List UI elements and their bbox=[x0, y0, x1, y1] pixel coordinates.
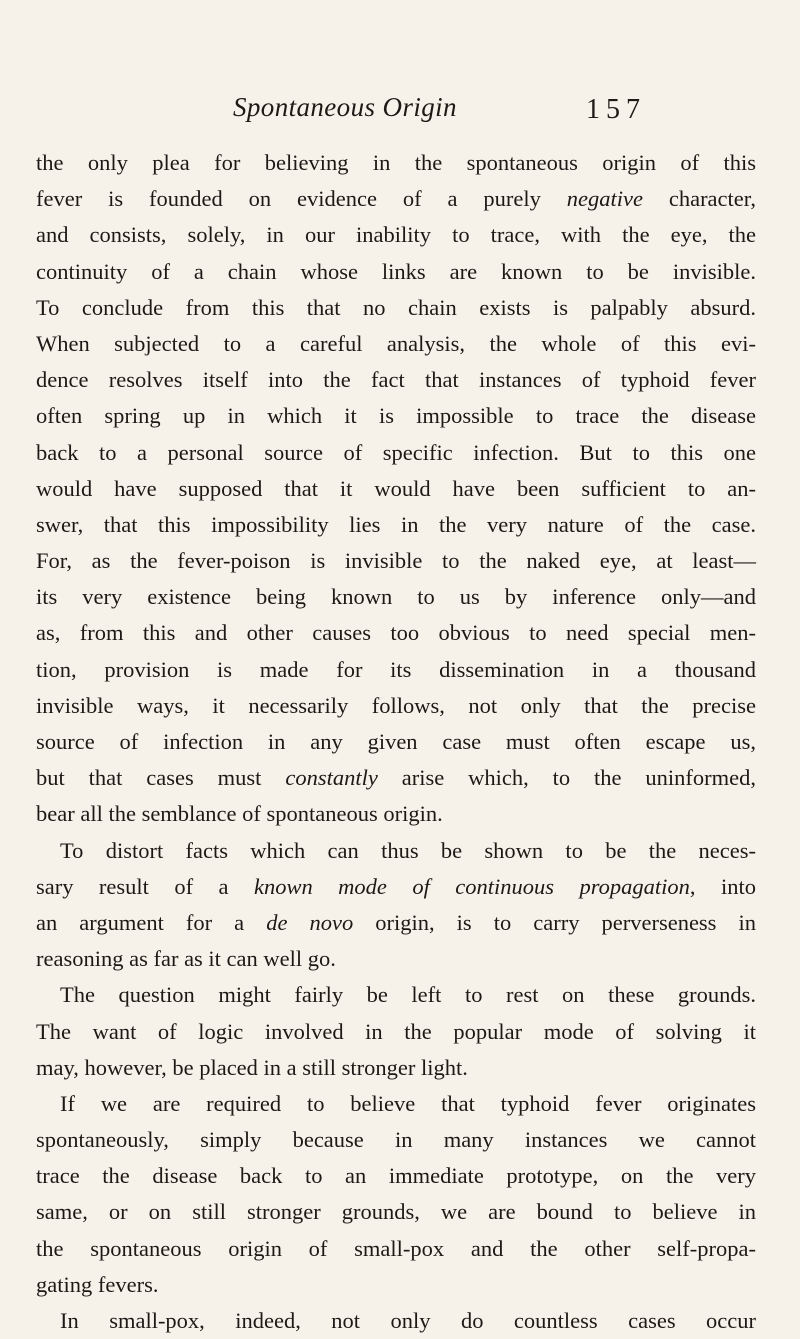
text-segment: dence resolves itself into the fact that instances of typhoid fever bbox=[36, 367, 756, 393]
text-segment: invisible ways, it necessarily follows, not only that the precise bbox=[36, 692, 756, 718]
text-line bbox=[36, 652, 756, 688]
text-line bbox=[36, 724, 756, 760]
text-segment: If we are required to believe that typhoid fever originates bbox=[60, 1090, 756, 1116]
text-segment: In small-pox, indeed, not only do countless cases occur bbox=[60, 1308, 756, 1333]
text-segment: and consists, solely, in our inability to trace, with the eye, the bbox=[36, 222, 756, 248]
text-line bbox=[36, 905, 756, 941]
text-segment: an argument for a bbox=[36, 909, 267, 935]
text-line bbox=[36, 362, 756, 398]
text-segment: same, or on still stronger grounds, we are bound to believe in bbox=[36, 1199, 756, 1225]
text-segment: When subjected to a careful analysis, the whole of this evi- bbox=[36, 330, 756, 356]
text-line bbox=[36, 941, 756, 977]
text-segment: trace the disease back to an immediate prototype, on the very bbox=[36, 1163, 756, 1189]
text-segment: , into bbox=[689, 873, 756, 899]
text-segment: as, from this and other causes too obvious to need special men- bbox=[36, 620, 756, 646]
text-line bbox=[36, 254, 756, 290]
text-line bbox=[36, 615, 756, 651]
text-line bbox=[36, 869, 756, 905]
text-segment: back to a personal source of specific infection. But to this one bbox=[36, 439, 756, 465]
text-segment: source of infection in any given case must often escape us, bbox=[36, 729, 756, 754]
text-segment: continuity of a chain whose links are known to be invisible. bbox=[36, 258, 756, 284]
text-segment: often spring up in which it is impossible to trace the disease bbox=[36, 403, 756, 429]
text-segment: bear all the semblance of spontaneous origin. bbox=[36, 801, 443, 827]
text-segment: The question might fairly be left to rest on these grounds. bbox=[60, 982, 756, 1008]
text-segment: fever is founded on evidence of a purely bbox=[36, 186, 567, 212]
text-segment: character, bbox=[642, 186, 756, 212]
text-line bbox=[36, 471, 756, 507]
body-text bbox=[36, 145, 756, 1339]
text-line bbox=[36, 833, 756, 869]
text-segment: swer, that this impossibility lies in the very nature of the case. bbox=[36, 511, 756, 537]
text-line bbox=[36, 1303, 756, 1339]
text-line bbox=[36, 1014, 756, 1050]
text-line bbox=[36, 326, 756, 362]
running-head bbox=[0, 92, 800, 132]
text-segment: the only plea for believing in the spontaneous origin of this bbox=[36, 150, 756, 175]
text-line bbox=[36, 1194, 756, 1230]
text-segment: To distort facts which can thus be shown to be the neces- bbox=[60, 837, 756, 863]
text-segment: The want of logic involved in the popular mode of solving it bbox=[36, 1018, 756, 1044]
text-segment: arise which, to the uninformed, bbox=[377, 765, 756, 791]
text-line bbox=[36, 1086, 756, 1122]
text-segment: its very existence being known to us by inference only—and bbox=[36, 584, 756, 610]
text-line bbox=[36, 181, 756, 217]
text-line bbox=[36, 1158, 756, 1194]
italic-text: known mode of continuous propagation bbox=[253, 873, 690, 899]
text-line bbox=[36, 579, 756, 615]
text-line bbox=[36, 290, 756, 326]
text-segment: For, as the fever-poison is invisible to the naked eye, at least— bbox=[36, 548, 756, 574]
text-line bbox=[36, 145, 756, 181]
running-title: Spontaneous Origin bbox=[233, 92, 457, 122]
text-line bbox=[36, 1231, 756, 1267]
text-line bbox=[36, 796, 756, 832]
text-line bbox=[36, 1267, 756, 1303]
text-line bbox=[36, 977, 756, 1013]
text-segment: sary result of a bbox=[36, 873, 254, 899]
italic-text: negative bbox=[566, 186, 643, 212]
text-segment: reasoning as far as it can well go. bbox=[36, 946, 336, 972]
page-number: 157 bbox=[586, 94, 646, 125]
text-segment: gating fevers. bbox=[36, 1271, 159, 1297]
text-segment: To conclude from this that no chain exists is palpably absurd. bbox=[36, 294, 756, 320]
text-line bbox=[36, 507, 756, 543]
text-line bbox=[36, 1050, 756, 1086]
text-line bbox=[36, 398, 756, 434]
text-segment: but that cases must bbox=[36, 765, 286, 791]
text-segment: would have supposed that it would have been sufficient to an- bbox=[36, 475, 756, 501]
text-line bbox=[36, 760, 756, 796]
text-segment: may, however, be placed in a still stronger light. bbox=[36, 1054, 468, 1080]
text-segment: origin, is to carry perverseness in bbox=[353, 909, 756, 935]
text-segment: the spontaneous origin of small-pox and the other self-propa- bbox=[36, 1235, 756, 1261]
text-line bbox=[36, 1122, 756, 1158]
italic-text: de novo bbox=[266, 909, 354, 935]
italic-text: constantly bbox=[285, 765, 378, 791]
text-line bbox=[36, 217, 756, 253]
text-segment: spontaneously, simply because in many instances we cannot bbox=[36, 1127, 756, 1153]
text-line bbox=[36, 543, 756, 579]
text-segment: tion, provision is made for its dissemination in a thousand bbox=[36, 656, 756, 682]
text-line bbox=[36, 688, 756, 724]
text-line bbox=[36, 435, 756, 471]
